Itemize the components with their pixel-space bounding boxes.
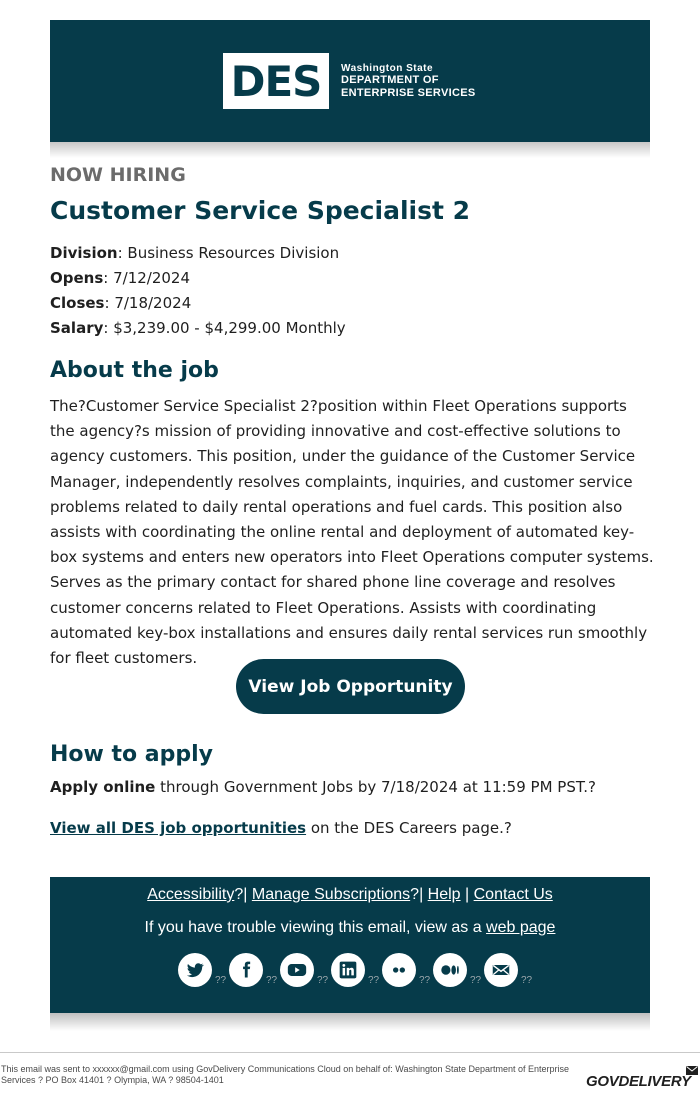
job-title: Customer Service Specialist 2	[50, 196, 471, 225]
apply-details: through Government Jobs by 7/18/2024 at 11:59 PM PST.?	[155, 778, 596, 796]
detail-value: : $3,239.00 - $4,299.00 Monthly	[103, 319, 346, 337]
logo-line-state: Washington State	[341, 62, 434, 74]
logo-line-department: DEPARTMENT OF	[341, 73, 439, 86]
twitter-icon[interactable]	[178, 953, 212, 987]
bottom-divider	[0, 1052, 700, 1053]
web-page-link[interactable]: web page	[486, 919, 556, 936]
govdelivery-logo[interactable]	[585, 1064, 700, 1090]
youtube-icon[interactable]	[280, 953, 314, 987]
detail-label: Closes	[50, 294, 105, 312]
about-body: The?Customer Service Specialist 2?position within Fleet Operations supports the agency?s mission of providing innovative and cost-effective solutions to agency customers. This position, under the guidance of the Customer Service Manager, independently resolves complaints, inquiries, and customer service problems related to daily rental operations and fuel cards. This position also assists with coordinating the online rental and deployment of automated key-box systems and enters new operators into Fleet Operations computer systems. Serves as the primary contact for shared phone line coverage and resolves customer concerns related to Fleet Operations. Assists with coordinating automated key-box installations and ensures daily rental services run smoothly for fleet customers.	[50, 397, 654, 668]
header-banner	[50, 20, 650, 142]
des-logo-text	[341, 63, 475, 100]
help-link[interactable]: Help	[427, 886, 461, 903]
detail-salary	[50, 316, 346, 341]
detail-label: Opens	[50, 269, 104, 287]
how-to-apply-heading: How to apply	[50, 742, 214, 767]
now-hiring-label: NOW HIRING	[50, 164, 186, 186]
social-icons	[178, 953, 535, 987]
view-as-web-page-line	[50, 919, 650, 937]
about-heading: About the job	[50, 358, 219, 383]
footer-shadow	[50, 1013, 650, 1031]
linkedin-icon[interactable]	[331, 953, 365, 987]
apply-online-label: Apply online	[50, 778, 156, 796]
link-separator: ?|	[234, 886, 252, 903]
detail-value: : 7/12/2024	[103, 269, 191, 287]
detail-label: Salary	[50, 319, 104, 337]
job-details	[50, 241, 346, 341]
logo-line-enterprise: ENTERPRISE SERVICES	[341, 86, 476, 99]
flickr-icon[interactable]	[382, 953, 416, 987]
footer-links	[50, 886, 650, 904]
facebook-icon[interactable]	[229, 953, 263, 987]
view-job-opportunity-button[interactable]: View Job Opportunity	[236, 659, 465, 714]
social-separator: ??	[419, 975, 431, 986]
social-separator: ??	[470, 975, 482, 986]
social-separator: ??	[368, 975, 380, 986]
careers-page-text: on the DES Careers page.?	[306, 819, 512, 837]
trouble-text: If you have trouble viewing this email, view as a	[144, 919, 487, 936]
detail-closes	[50, 291, 346, 316]
accessibility-link[interactable]: Accessibility	[147, 886, 235, 903]
email-icon[interactable]	[484, 953, 518, 987]
social-separator: ??	[317, 975, 329, 986]
govdelivery-wordmark: GOVDELIVERY	[586, 1073, 691, 1090]
detail-label: Division	[50, 244, 118, 262]
apply-instructions	[50, 778, 596, 796]
link-separator: |	[460, 886, 474, 903]
social-separator: ??	[215, 975, 227, 986]
view-all-jobs-link[interactable]: View all DES job opportunities	[50, 819, 307, 837]
detail-value: : Business Resources Division	[117, 244, 340, 262]
detail-value: : 7/18/2024	[104, 294, 192, 312]
header-shadow	[50, 142, 650, 158]
contact-us-link[interactable]: Contact Us	[473, 886, 553, 903]
des-logo-mark: DES	[223, 53, 329, 109]
manage-subscriptions-link[interactable]: Manage Subscriptions	[251, 886, 411, 903]
medium-icon[interactable]	[433, 953, 467, 987]
detail-opens	[50, 266, 346, 291]
link-separator: ?|	[410, 886, 428, 903]
social-separator: ??	[521, 975, 533, 986]
email-fineprint: This email was sent to xxxxxx@gmail.com using GovDelivery Communications Cloud on behalf of: Washington State Department of Enterprise Services ? PO Box 41401 ? Olympia, WA ? 98504-1401	[1, 1064, 570, 1085]
view-all-line	[50, 819, 512, 837]
social-separator: ??	[266, 975, 278, 986]
des-logo[interactable]	[223, 53, 475, 109]
detail-division	[50, 241, 346, 266]
